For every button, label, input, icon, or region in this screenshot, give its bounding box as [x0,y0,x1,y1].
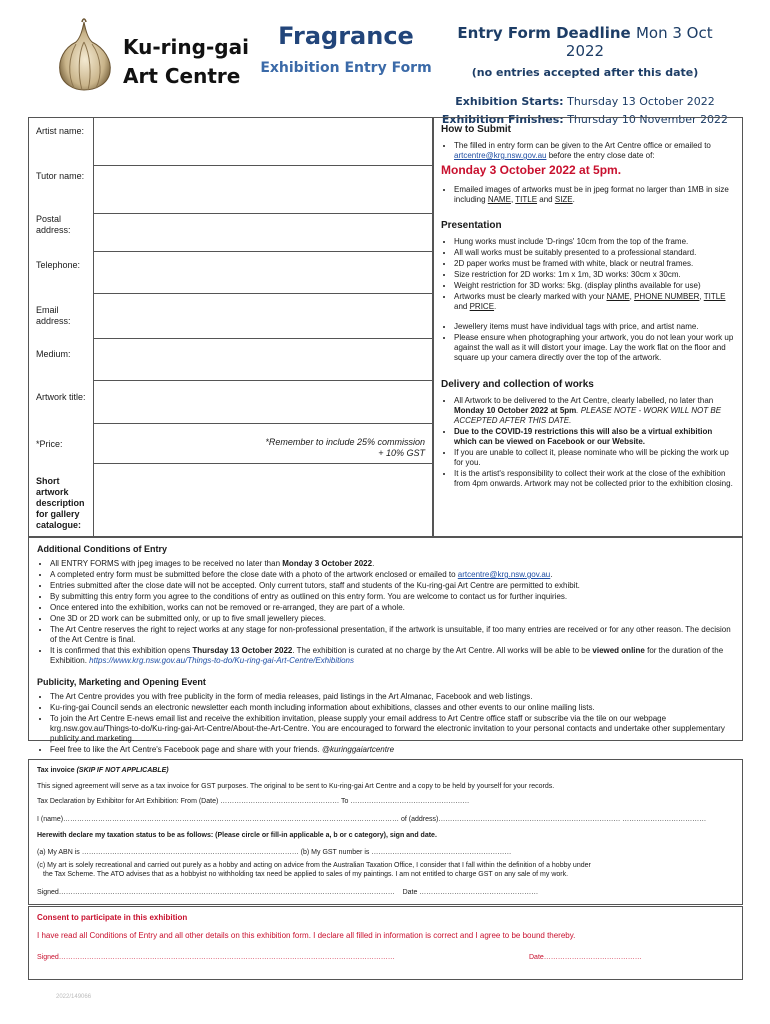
deadline-block [440,24,730,129]
submit-size-word: SIZE [554,195,573,204]
condition-2-end: . [550,570,553,579]
condition-1-date: Monday 3 October 2022 [282,559,373,568]
tax-status-line: Herewith declare my taxation status to be as follows: (Please circle or fill-in applicable a, b or c category), sign and date. [37,832,437,839]
artwork-title-label: Artwork title: [36,392,86,402]
org-name-line2: Art Centre [123,64,241,88]
condition-item [50,570,732,580]
tutor-name-row [29,166,433,214]
document-code: 2022/149066 [56,994,92,1000]
deadline-date: Mon 3 Oct 2022 [565,24,713,60]
submit-and: and [539,195,553,204]
condition-email-link[interactable]: artcentre@krg.nsw.gov.au [457,570,551,579]
tax-heading-note: (SKIP IF NOT APPLICABLE) [76,767,169,774]
publicity-heading: Publicity, Marketing and Opening Event [37,677,206,687]
artwork-title-row [29,381,433,424]
consent-text: I have read all Conditions of Entry and all other details on this exhibition form. I declare all filled in information is correct and I agree to be bound thereby. [37,931,576,940]
how-to-submit-heading: How to Submit [441,124,511,135]
price-label: *Price: [36,439,63,449]
postal-address-row [29,214,433,252]
no-entries-note: (no entries accepted after this date) [471,66,699,79]
tax-date[interactable]: Date …………………………………………… [402,889,539,896]
price-note [265,437,425,459]
email-address-field[interactable] [93,294,433,339]
header [0,0,770,126]
submit-name-word: NAME [487,195,511,204]
label-price: PRICE [469,302,495,311]
price-row [29,424,433,464]
presentation-section [441,221,737,364]
delivery-item-3: • If you are unable to collect it, please nominate who will be picking the work up for you. [454,448,737,468]
medium-label: Medium: [36,349,71,359]
publicity-item: • Ku-ring-gai Council sends an electronic newsletter each month including information about exhibitions, classes and other events to our online mailing lists. [50,703,732,713]
telephone-field[interactable] [93,252,433,294]
conditions-section [37,544,732,667]
entry-form [28,117,434,538]
publicity-4-pre: Feel free to like the Art Centre's Facebook page and share with your friends. [50,745,320,754]
description-row [29,464,433,537]
presentation-item: • Weight restriction for 3D works: 5kg. (display plinths available for use) [454,281,737,291]
condition-1-end: . [372,559,375,568]
condition-item: • One 3D or 2D work can be submitted only, or up to five small jewellery pieces. [50,614,732,624]
page-subtitle: Exhibition Entry Form [260,60,432,76]
exhibitions-url-link[interactable]: https://www.krg.nsw.gov.au/Things-to-do/Ku-ring-gai-Art-Centre/Exhibitions [89,656,355,665]
delivery-item-1-date: Monday 10 October 2022 at 5pm [454,406,577,415]
submit-end: . [572,195,575,204]
price-note-line2: + 10% GST [378,448,425,458]
price-note-line1: *Remember to include 25% commission [265,437,425,447]
page-title: Fragrance [278,22,414,50]
submit-item-1 [454,141,737,161]
conditions-heading: Additional Conditions of Entry [37,544,167,554]
photo-item: • Please ensure when photographing your artwork, you do not lean your work up against the wall as it will distort your image. Lay the work flat on the floor and square up your camera directly over the top of the artwork. [454,333,737,363]
tax-signature-line[interactable] [37,888,737,897]
deadline-highlight: Monday 3 October 2022 at 5pm. [441,163,622,177]
submit-item-2-text: Emailed images of artworks must be in jpeg format no larger than 1MB in size including [454,185,729,204]
condition-item: • Entries submitted after the close date will not be accepted. Only current tutors, staff and students of the Ku-ring-gai Art Centre are permitted to exhibit. [50,581,732,591]
postal-address-label: Postal address: [36,214,71,235]
deadline-heading [440,24,730,60]
label-pre: Artworks must be clearly marked with your [454,292,605,301]
tax-hobby-line-2: the Tax Scheme. The ATO advises that as a hobbyist no withholding tax need be applied to sales of my paintings. I am not entitled to charge GST on any sale of my work. [43,871,569,878]
tax-signed[interactable]: Signed……………………………………………………………………………………………………………………………… [37,889,395,896]
artist-name-row [29,118,433,166]
label-phone: PHONE NUMBER [634,292,700,301]
starts-value: Thursday 13 October 2022 [567,95,715,108]
email-address-label: Email address: [36,305,71,326]
condition-item: • Once entered into the exhibition, works can not be removed or re-arranged, they are part of a whole. [50,603,732,613]
consent-box [28,906,743,980]
tax-invoice-box [28,759,743,905]
presentation-item: • Size restriction for 2D works: 1m x 1m, 3D works: 30cm x 30cm. [454,270,737,280]
condition-item [50,559,732,569]
facebook-handle: @kuringgaiartcentre [321,745,395,754]
finishes-label: Exhibition Finishes: [441,113,564,126]
submit-item-1-post: before the entry close date of: [548,151,655,160]
deadline-label: Entry Form Deadline [457,24,631,42]
artist-name-field[interactable] [93,118,433,166]
condition-8-pre: It is confirmed that this exhibition opens [50,646,191,655]
org-name-line1: Ku-ring-gai [123,35,249,59]
submit-sep: , [510,195,514,204]
condition-8-online: viewed online [592,646,645,655]
telephone-row [29,252,433,294]
submit-item-1-text: The filled in entry form can be given to the Art Centre office or emailed to [454,141,711,150]
tax-declaration-line[interactable]: Tax Declaration by Exhibitor for Art Exhibition: From (Date) …………………………………………… To …………………………………………… [37,798,470,805]
tax-name-address-line[interactable]: I (name)……………………………………………………………………………………………………………………………… of (address)…………………………………………………………………… ……………………………… [37,816,707,823]
medium-row [29,339,433,381]
medium-field[interactable] [93,339,433,381]
delivery-item-4: • It is the artist's responsibility to collect their work at the close of the exhibition from 4pm onwards. Artwork may not be collected prior to the exhibition closing. [454,469,737,489]
tutor-name-field[interactable] [93,166,433,214]
tax-heading-text: Tax invoice [37,767,75,774]
consent-signed[interactable]: Signed……………………………………………………………………………………………………………………………… [37,954,395,961]
condition-1-pre: All ENTRY FORMS with jpeg images to be received no later than [50,559,281,568]
artwork-title-field[interactable] [93,381,433,424]
label-title: TITLE [703,292,726,301]
consent-heading: Consent to participate in this exhibition [37,913,188,922]
info-column [432,117,743,538]
condition-2-pre: A completed entry form must be submitted before the close date with a photo of the artwork enclosed or emailed to [50,570,456,579]
condition-item: • By submitting this entry form you agree to the conditions of entry as outlined on this entry form. You are welcome to contact us for further inquiries. [50,592,732,602]
tax-hobby-line-1: (c) My art is solely recreational and carried out purely as a hobby and acting on advice from the Australian Taxation Office, I consider that I fall within the definition of a hobby under [37,862,591,869]
delivery-item-1-note: . PLEASE NOTE - WORK WILL NOT BE ACCEPTED AFTER THIS DATE. [454,406,722,425]
artcentre-email-link[interactable]: artcentre@krg.nsw.gov.au [454,151,547,160]
description-label: Short artwork description for gallery catalogue: [36,476,85,530]
delivery-item-1 [454,396,737,426]
delivery-heading: Delivery and collection of works [441,379,594,390]
presentation-label-item: • Artworks must be clearly marked with your NAME, PHONE NUMBER, TITLE and PRICE. [454,292,737,312]
consent-date[interactable]: Date…………………………………… [529,954,642,961]
org-name [123,33,249,91]
publicity-item: • To join the Art Centre E-news email list and receive the exhibition invitation, please supply your email address to Art Centre office staff or subscribe via the tile on our webpage krg.nsw.gov.au/Things-to-do/Ku-ring-gai-Art-Centre/About-the-Art-Centre. You are encouraged to forward the electronic invitation to your personal contacts and undertake other supplementary publicity and marketing. [50,714,732,744]
finishes-value: Thursday 10 November 2022 [567,113,729,126]
tax-heading [37,766,737,775]
artist-name-label: Artist name: [36,126,85,136]
delivery-item-1-pre: All Artwork to be delivered to the Art Centre, clearly labelled, no later than [454,396,714,405]
submit-title-word: TITLE [515,195,538,204]
tax-line-1: This signed agreement will serve as a tax invoice for GST purposes. The original to be sent to Ku-ring-gai Art Centre and a copy to be held by yourself for your records. [37,783,555,790]
publicity-section [37,677,732,756]
starts-label: Exhibition Starts: [455,95,564,108]
condition-8-post: for the duration of the Exhibition. [50,646,724,665]
presentation-heading: Presentation [441,220,502,231]
presentation-item: • All wall works must be suitably presented to a professional standard. [454,248,737,258]
label-name: NAME [606,292,630,301]
how-to-submit-section [441,125,737,206]
tax-abn-gst-line[interactable]: (a) My ABN is ………………………………………………………………………………… (b) My GST number is …………………………………………………… [37,849,512,856]
jewellery-item: • Jewellery items must have individual tags with price, and artist name. [454,322,737,332]
condition-item [50,646,732,666]
postal-address-field[interactable] [93,214,433,252]
delivery-section [441,380,737,490]
tutor-name-label: Tutor name: [36,171,85,181]
publicity-item [50,745,732,755]
condition-item: • The Art Centre reserves the right to reject works at any stage for non-professional presentation, if the artwork is unsuitable, if too many entries are received or for any other reason. The decision of the Art Centre is final. [50,625,732,645]
presentation-item: • 2D paper works must be framed with white, black or neutral frames. [454,259,737,269]
delivery-item-2: • Due to the COVID-19 restrictions this will also be a virtual exhibition which can be viewed on Facebook or our Website. [454,427,737,447]
condition-8-date: Thursday 13 October 2022 [192,646,293,655]
description-field[interactable] [93,464,433,536]
condition-8-mid: . The exhibition is curated at no charge by the Art Centre. All works will be able to be [292,646,591,655]
submit-item-2 [454,185,737,205]
publicity-item: • The Art Centre provides you with free publicity in the form of media releases, paid listings in the Art Almanac, Facebook and web listings. [50,692,732,702]
conditions-box [28,536,743,754]
label-and: and [454,302,468,311]
telephone-label: Telephone: [36,260,81,270]
presentation-item: • Hung works must include 'D-rings' 10cm from the top of the frame. [454,237,737,247]
title-block [256,22,436,76]
garlic-logo-image [52,14,116,94]
email-address-row [29,294,433,339]
